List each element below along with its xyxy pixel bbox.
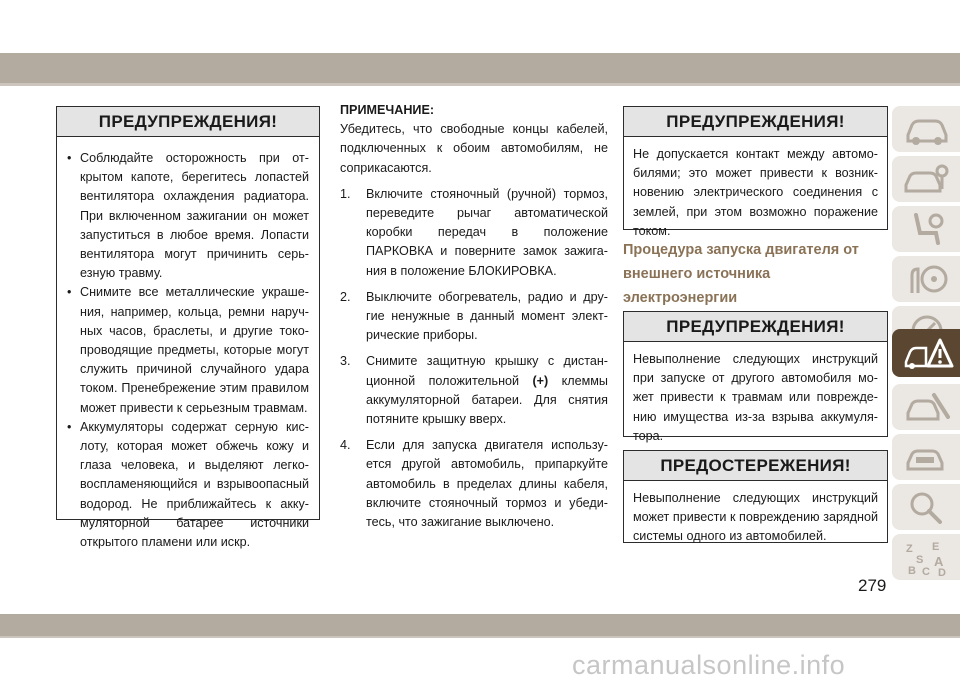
caution-box [623,450,888,543]
step-text: Если для запуска двигателя используется другой автомобиль, припаркуйте автомобиль в пределах длины кабеля, включите стояночный тормоз и убедитесь, что зажигание выключено. [366,438,608,530]
note-title: ПРИМЕЧАНИЕ: [340,103,435,117]
bottom-band-bar [0,614,960,636]
wrench-maintenance-icon [902,389,952,425]
warning-box-body [624,137,887,249]
warning-text: Невыполнение следующих инструкций при запуске от другого автомобиля может привести к травмам или повреждению имущества из-за взрыва аккумулятора. [633,352,878,443]
warning-bullet: • Снимите все металлические украшения, например, кольца, ремни наручных часов, браслеты, и другие токопроводящие предметы, которые могут служить причиной случайного удара током. Пренебрежение этим правилом может привести к серьезным травмам. [67,283,309,417]
warning-box-right-top [623,106,888,238]
top-decor-band [0,0,960,86]
chapter-tab-steering-wheel[interactable] [892,256,960,302]
warning-box-left [56,106,320,550]
chapter-tab-car-overview[interactable] [892,106,960,152]
procedure-step [340,436,608,532]
middle-column [340,101,608,539]
svg-text:E: E [932,541,940,553]
procedure-step [340,185,608,281]
car-key-icon [902,161,952,197]
top-band-line [0,83,960,86]
warning-bullet: • Аккумуляторы содержат серную кислоту, которая может обжечь кожу и глаза человека, и выделяют легковоспламеняющийся и взрывоопасный водород. Не приближайтесь к аккумуляторной батарее источники открытого пламени или искр. [67,418,309,552]
chapter-tab-car-key[interactable] [892,156,960,202]
technical-specs-icon [902,439,952,475]
warning-text: Не допускается контакт между автомобилями; это может привести к возникновению электрического соединения с землей, при этом возможно поражение током. [633,147,878,238]
positive-terminal-symbol: (+) [532,373,549,388]
car-overview-icon [902,111,952,147]
chapter-tab-seat-airbag[interactable] [892,206,960,252]
step-number: 3. [340,354,351,369]
procedure-steps [340,185,608,532]
procedure-step [340,288,608,346]
step-text: клеммы аккумуляторной батареи. Для снятия потяните крышку вверх. [366,373,608,427]
hazard-emergency-icon [902,334,954,372]
step-number: 4. [340,438,351,453]
seat-airbag-icon [902,211,952,247]
svg-text:A: A [934,554,944,569]
page-number: 279 [858,576,887,595]
step-number: 1. [340,186,351,201]
chapter-tab-emergency[interactable] [892,329,960,377]
warning-bullet-list [67,149,309,552]
bottom-band-line [0,636,960,638]
chapter-tab-index-search[interactable] [892,484,960,530]
warning-box-title: ПРЕДУПРЕЖДЕНИЯ! [624,312,887,342]
warning-box-body [624,342,887,454]
svg-text:S: S [916,554,924,566]
step-text: Выключите обогреватель, радио и другие ненужные в данный момент электрические приборы. [366,289,608,343]
top-band-bar [0,53,960,83]
note-text: Убедитесь, что свободные концы кабелей, подключенных к обоим автомобилям, не соприкасаются. [340,122,608,175]
procedure-step [340,352,608,429]
svg-text:D: D [938,567,946,577]
warning-box-body [57,137,319,558]
svg-text:Z: Z [906,543,913,555]
warning-box-title: ПРЕДУПРЕЖДЕНИЯ! [624,107,887,137]
caution-text: Невыполнение следующих инструкций может привести к повреждению зарядной системы одного из автомобилей. [633,491,878,544]
step-text: Включите стояночный (ручной) тормоз, переведите рычаг автоматической коробки передач в положение ПАРКОВКА и поверните замок зажигания в положение БЛОКИРОВКА. [366,186,608,278]
alphabet-index-icon [902,539,952,577]
magnifier-index-icon [902,489,952,525]
chapter-tab-alphabet-index[interactable] [892,534,960,580]
caution-box-title: ПРЕДОСТЕРЕЖЕНИЯ! [624,451,887,481]
step-number: 2. [340,289,351,304]
warning-bullet: • Соблюдайте осторожность при открытом капоте, берегитесь лопастей вентилятора охлаждения радиатора. При включенном зажигании он может запуститься в любое время. Лопасти вентилятора могут причинить серьезную травму. [67,149,309,283]
chapter-tab-maintenance[interactable] [892,384,960,430]
warning-box-right-mid [623,311,888,443]
warning-box-title: ПРЕДУПРЕЖДЕНИЯ! [57,107,319,137]
steering-wheel-icon [902,261,952,297]
chapter-tab-specifications[interactable] [892,434,960,480]
svg-text:B: B [908,565,916,577]
caution-box-body [624,481,887,555]
svg-text:C: C [922,566,930,577]
step-text: Снимите защитную крышку с дистанционной положительной [366,354,608,388]
section-title: Процедура запуска двигателя от внешнего источника электроэнергии [623,242,859,306]
watermark-text: carmanualsonline.info [572,650,846,678]
